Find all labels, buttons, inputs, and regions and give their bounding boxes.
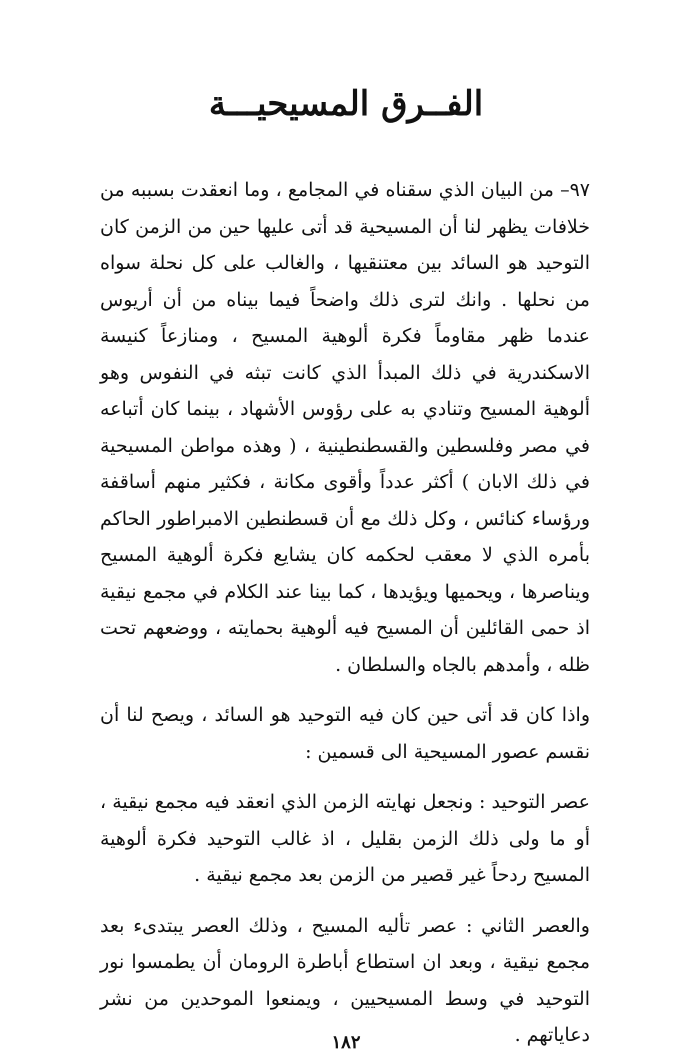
paragraph-era-of-monotheism: عصر التوحيد : ونجعل نهايته الزمن الذي انعقد فيه مجمع نيقية ، أو ما ولى ذلك الزمن بقليل ، اذ غالب التوحيد فكرة ألوهية المسيح ردحاً غير قصير من الزمن بعد مجمع نيقية . bbox=[100, 791, 590, 886]
paragraph-second-era: والعصر الثاني : عصر تأليه المسيح ، وذلك العصر يبتدىء بعد مجمع نيقية ، وبعد ان استطاع أباطرة الرومان أن يطمسوا نور التوحيد في وسط المسيحيين ، ويمنعوا الموحدين من نشر دعاياتهم . bbox=[100, 914, 590, 1046]
page-title: الفــرق المسيحيـــة bbox=[208, 84, 484, 124]
paragraph-two-eras-intro: واذا كان قد أتى حين كان فيه التوحيد هو السائد ، ويصح لنا أن نقسم عصور المسيحية الى قسمين : bbox=[100, 704, 590, 763]
page-number: ١٨٢ bbox=[331, 1032, 361, 1053]
body-text bbox=[100, 172, 590, 1054]
paragraph-97: ٩٧– من البيان الذي سقناه في المجامع ، وما انعقدت بسببه من خلافات يظهر لنا أن المسيحية قد أتى عليها حين من الزمن كان التوحيد هو السائد بين معتنقيها ، والغالب على كل نحلة سواه من نحلها . وانك لترى ذلك واضحاً فيما بيناه من أن أريوس عندما ظهر مقاوماً فكرة ألوهية المسيح ، ومنازعاً كنيسة الاسكندرية في ذلك المبدأ الذي كانت تبثه في النفوس وهو ألوهية المسيح وتنادي به على رؤوس الأشهاد ، بينما كان أتباعه في مصر وفلسطين والقسطنطينية ، ( وهذه مواطن المسيحية في ذلك الابان ) أكثر عدداً وأقوى مكانة ، فكثير منهم أساقفة ورؤساء كنائس ، وكل ذلك مع أن قسطنطين الامبراطور الحاكم بأمره الذي لا معقب لحكمه كان يشايع فكرة ألوهية المسيح ويناصرها ، ويحميها ويؤيدها ، كما بينا عند الكلام في مجمع نيقية اذ حمى القائلين أن المسيح فيه ألوهية بحمايته ، ووضعهم تحت ظله ، وأمدهم بالجاه والسلطان . bbox=[100, 179, 590, 676]
